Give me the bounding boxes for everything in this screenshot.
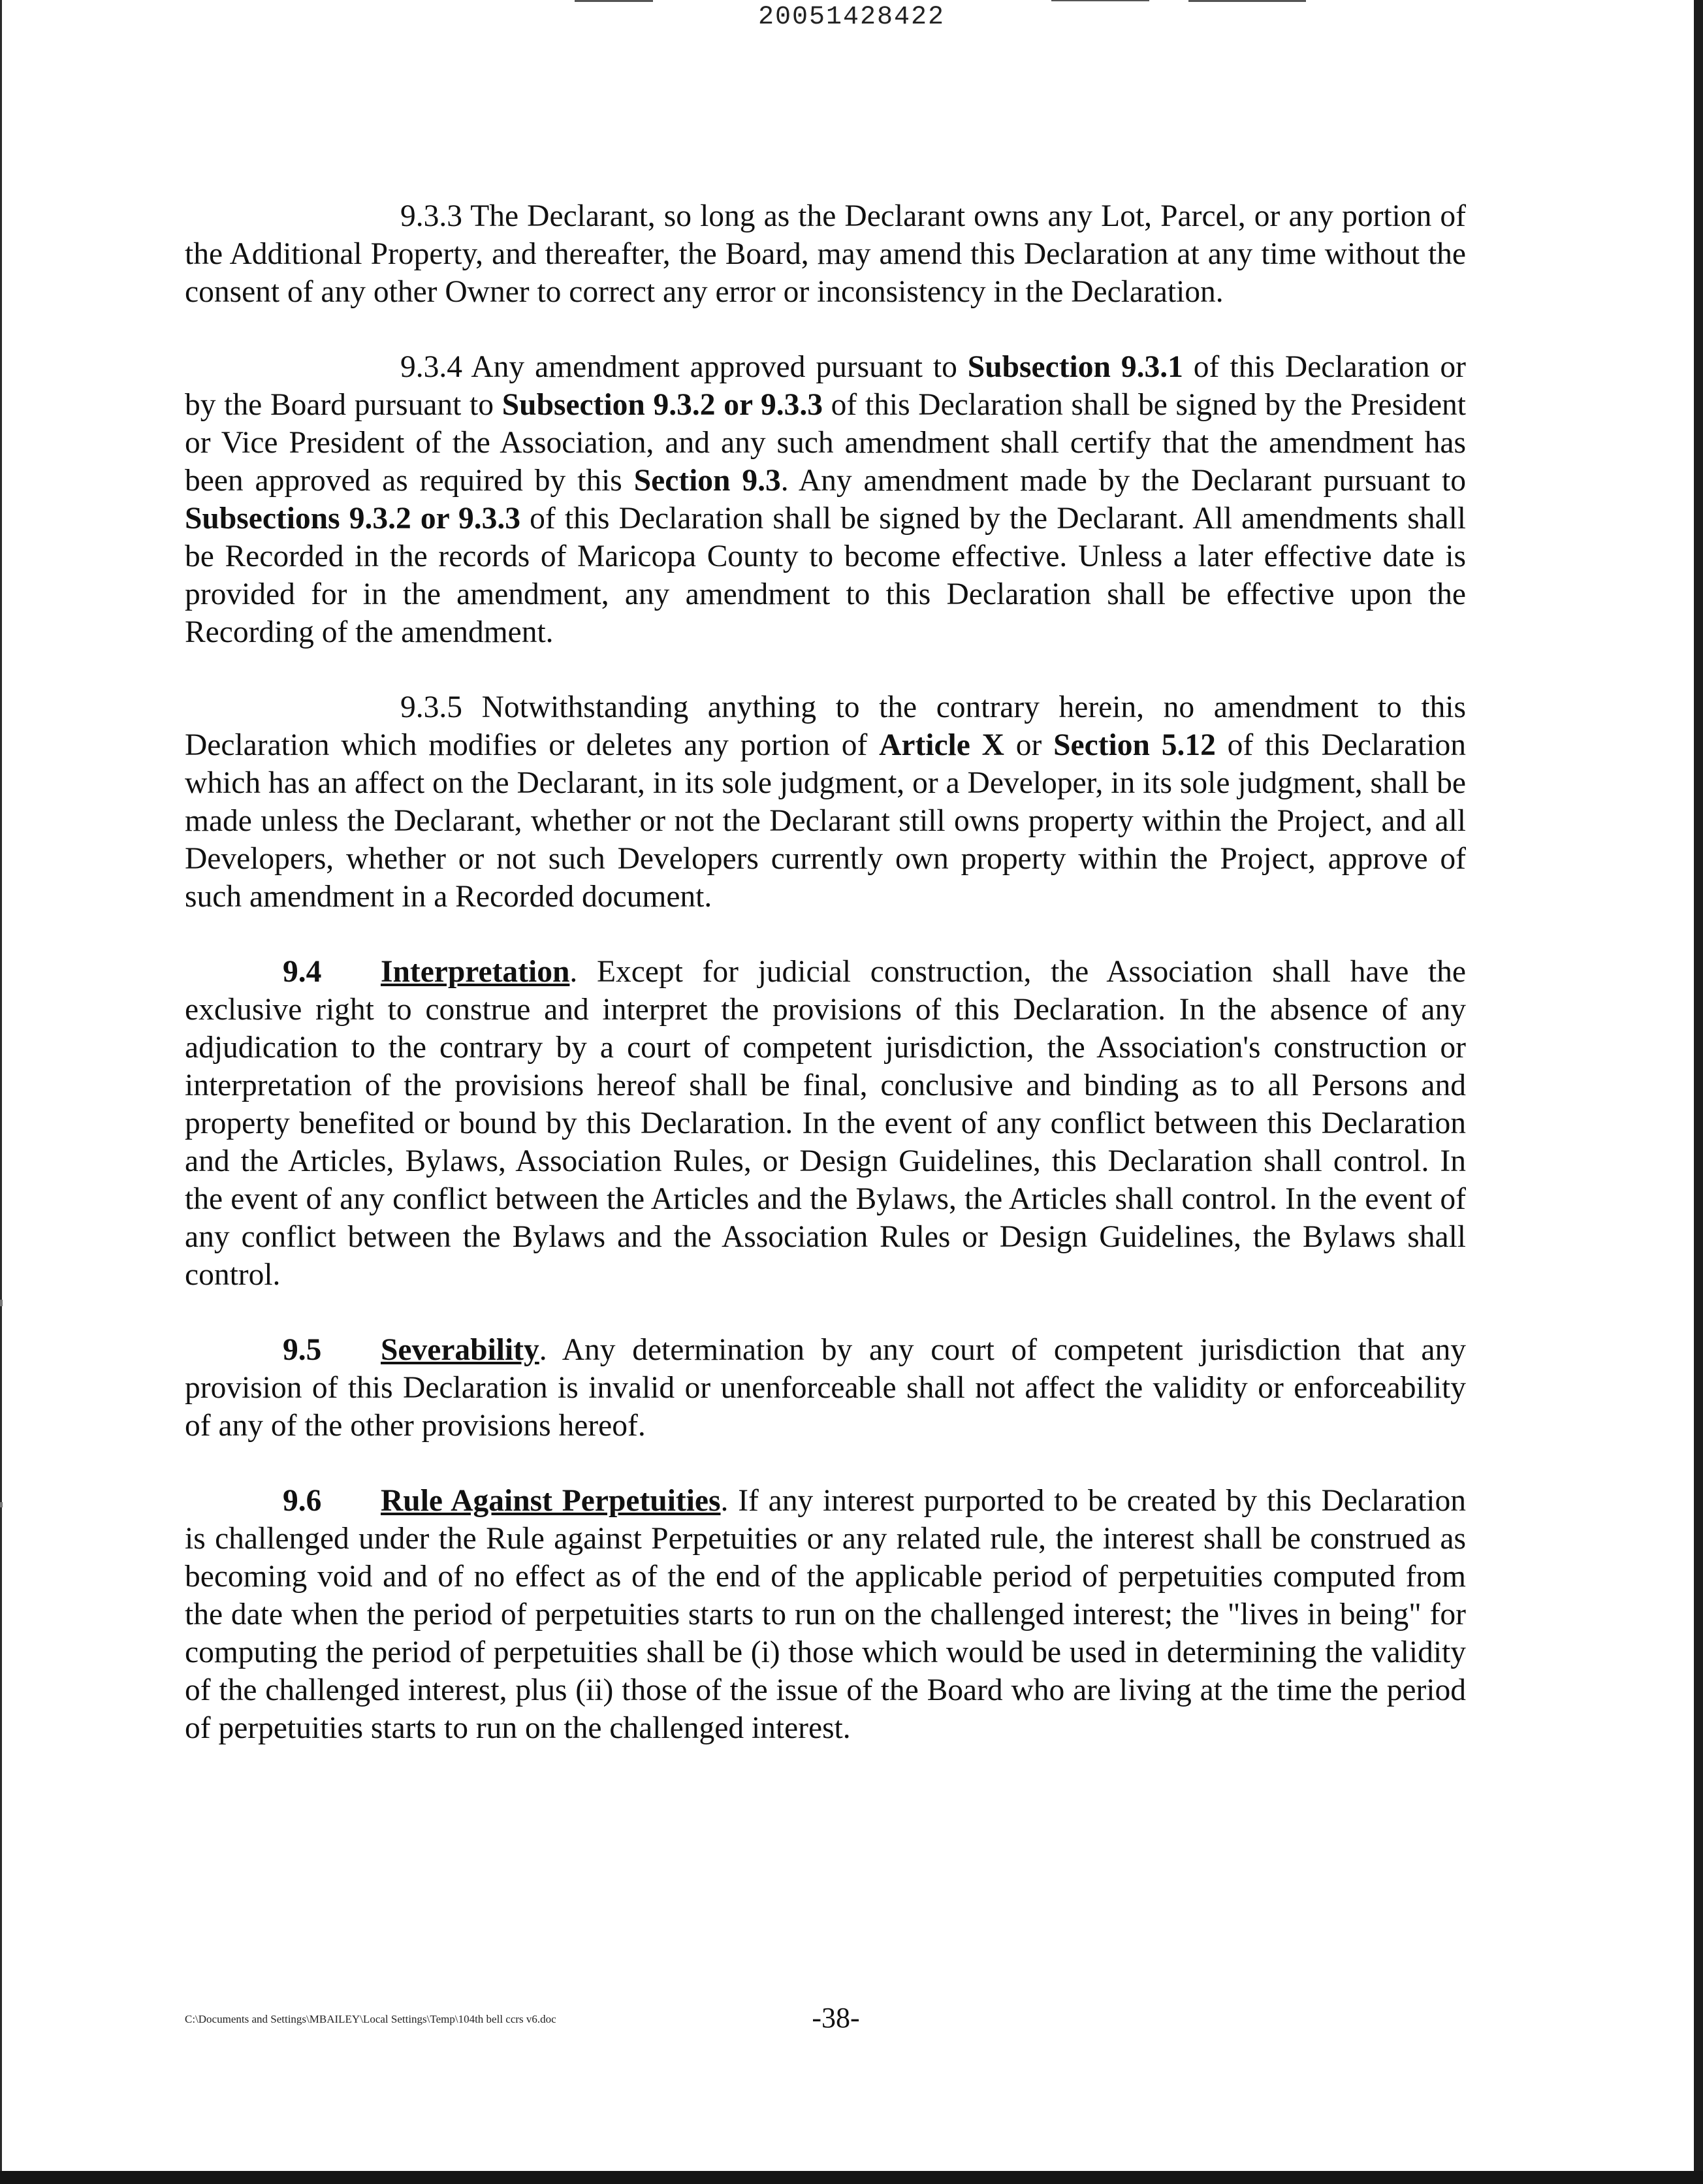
section-body: . Any determination by any court of competent jurisdiction that any provision of this Declaration is invalid or unenforceable shall not affect the validity or enforceability of any of the other provisions hereof. xyxy=(185,1333,1466,1443)
scan-artifact-left xyxy=(0,1300,3,1306)
paragraph-text: . Any amendment made by the Declarant pursuant to xyxy=(780,464,1466,498)
document-body xyxy=(185,197,1466,1784)
section-number: 9.6 xyxy=(283,1484,322,1518)
bold-reference: Section 9.3 xyxy=(633,464,781,498)
scan-edge-bottom xyxy=(0,2171,1703,2184)
paragraph-text: of this Declaration shall be signed by the President or Vice President of the Association, and any such amendment shall certify that the amendment has been approved as required by this xyxy=(185,388,1467,498)
page-number: -38- xyxy=(812,2002,860,2034)
section-title: Severability xyxy=(381,1333,539,1367)
section-title: Rule Against Perpetuities xyxy=(381,1484,721,1518)
section-9-5 xyxy=(185,1331,1466,1445)
paragraph-text: 9.3.5 Notwithstanding anything to the contrary herein, no amendment to this Declaration which modifies or deletes any portion of xyxy=(185,690,1466,762)
section-body: . If any interest purported to be created by this Declaration is challenged under the Rule against Perpetuities or any related rule, the interest shall be construed as becoming void and of no effect as of the end of the applicable period of perpetuities computed from the date when the period of perpetuities starts to run on the challenged interest; the "lives in being" for computing the period of perpetuities shall be (i) those which would be used in determining the validity of the challenged interest, plus (ii) those of the issue of the Board who are living at the time the period of perpetuities starts to run on the challenged interest. xyxy=(185,1484,1466,1745)
section-9-6 xyxy=(185,1482,1466,1747)
paragraph-9-3-4 xyxy=(185,348,1466,651)
section-title: Interpretation xyxy=(381,955,570,989)
scan-artifact-top xyxy=(575,0,653,2)
bold-reference: Subsection 9.3.1 xyxy=(967,350,1183,384)
bold-reference: Article X xyxy=(879,728,1004,762)
bold-reference: Subsections 9.3.2 or 9.3.3 xyxy=(185,502,521,536)
scan-artifact-top xyxy=(1188,0,1306,2)
document-number: 20051428422 xyxy=(757,3,946,32)
scan-artifact-left xyxy=(0,1502,3,1507)
paragraph-text: 9.3.3 The Declarant, so long as the Declarant owns any Lot, Parcel, or any portion of the Additional Property, and thereafter, the Board, may amend this Declaration at any time without the consent of any other Owner to correct any error or inconsistency in the Declaration. xyxy=(185,199,1466,309)
paragraph-text: 9.3.4 Any amendment approved pursuant to xyxy=(400,350,968,384)
section-number: 9.5 xyxy=(283,1333,322,1367)
paragraph-text: or xyxy=(1004,728,1054,762)
section-body: . Except for judicial construction, the Association shall have the exclusive right to construe and interpret the provisions of this Declaration. In the absence of any adjudication to the contrary by a court of competent jurisdiction, the Association's construction or interpretation of the provisions hereof shall be final, conclusive and binding as to all Persons and property benefited or bound by this Declaration. In the event of any conflict between this Declaration and the Articles, Bylaws, Association Rules, or Design Guidelines, this Declaration shall control. In the event of any conflict between the Articles and the Bylaws, the Articles shall control. In the event of any conflict between the Bylaws and the Association Rules or Design Guidelines, the Bylaws shall control. xyxy=(185,955,1466,1292)
scan-artifact-top xyxy=(1051,0,1149,1)
section-9-4 xyxy=(185,953,1466,1294)
paragraph-text: of this Declaration or by the Board pursuant to xyxy=(185,350,1466,422)
paragraph-9-3-3 xyxy=(185,197,1466,311)
bold-reference: Section 5.12 xyxy=(1053,728,1216,762)
bold-reference: Subsection 9.3.2 or 9.3.3 xyxy=(501,388,823,422)
scan-edge-left xyxy=(0,0,2,2184)
paragraph-text: of this Declaration which has an affect on the Declarant, in its sole judgment, or a Developer, in its sole judgment, shall be made unless the Declarant, whether or not the Declarant still owns property within the Project, and all Developers, whether or not such Developers currently own property within the Project, approve of such amendment in a Recorded document. xyxy=(185,728,1466,914)
footer-file-path: C:\Documents and Settings\MBAILEY\Local Settings\Temp\104th bell ccrs v6.doc xyxy=(185,2013,556,2025)
scan-edge-right xyxy=(1694,0,1703,2184)
paragraph-text: of this Declaration shall be signed by the Declarant. All amendments shall be Recorded in the records of Maricopa County to become effective. Unless a later effective date is provided for in the amendment, any amendment to this Declaration shall be effective upon the Recording of the amendment. xyxy=(185,502,1467,649)
paragraph-9-3-5 xyxy=(185,688,1466,916)
section-number: 9.4 xyxy=(283,955,322,989)
